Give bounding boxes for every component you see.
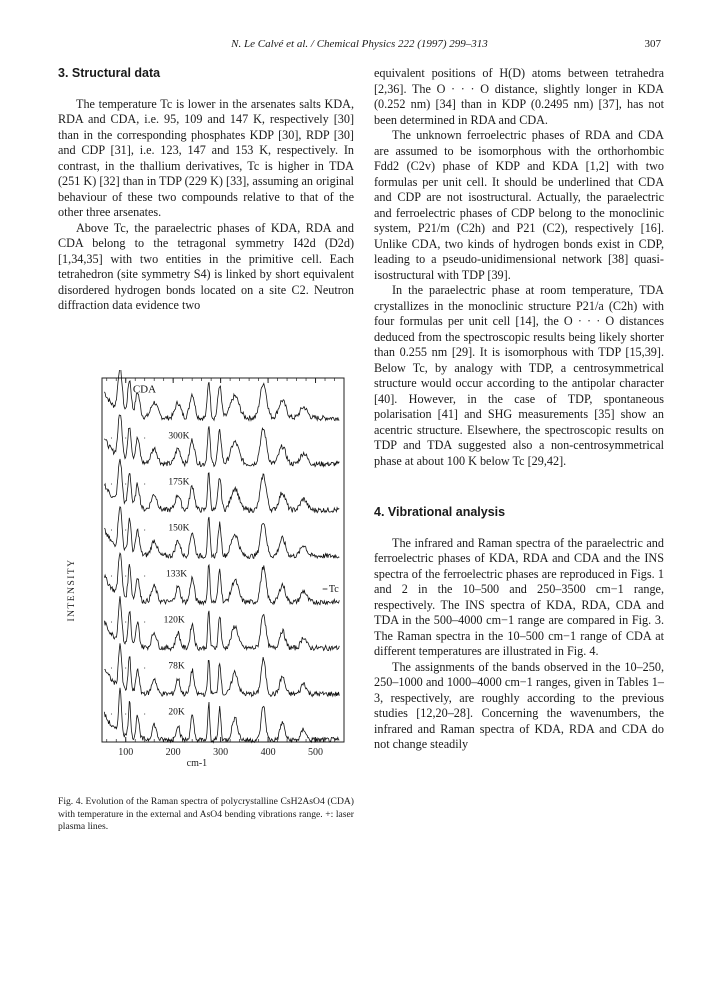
spectrum-line bbox=[104, 596, 339, 650]
spectrum-line bbox=[104, 643, 339, 696]
paragraph: The infrared and Raman spectra of the paraelectric and ferroelectric phases of KDA, RDA and CDA and the INS spectra of the ferroelectric phases are reproduced in Figs. 1 and 2 in the 10–500 and 250–3500 cm−1 range, respectively. The INS spectra of KDA, RDA, CDA and TDA in the 500–4000 cm−1 range are compared in Fig. 3. The Raman spectra in the 10–500 cm−1 range of CDA at different temperatures are illustrated in Fig. 4. bbox=[374, 535, 664, 658]
page-number: 307 bbox=[644, 38, 661, 50]
series-label: 300K bbox=[168, 431, 190, 442]
plasma-line-marker: · bbox=[124, 710, 128, 719]
plasma-line-marker: · bbox=[124, 434, 128, 443]
x-tick-label: 100 bbox=[118, 747, 134, 758]
raman-spectra-chart bbox=[62, 370, 352, 770]
plasma-line-marker: · bbox=[143, 664, 147, 673]
plasma-line-marker: · bbox=[143, 480, 147, 489]
plasma-line-marker: · bbox=[124, 664, 128, 673]
x-axis-label: cm-1 bbox=[186, 758, 208, 769]
plasma-line-marker: · bbox=[110, 572, 113, 581]
plasma-line-marker: · bbox=[143, 526, 147, 535]
x-tick-label: 400 bbox=[260, 747, 276, 758]
series-label: 120K bbox=[163, 615, 185, 626]
spectrum-line bbox=[104, 688, 339, 743]
plasma-line-marker: · bbox=[110, 526, 113, 535]
series-label: 175K bbox=[168, 477, 190, 488]
paragraph: equivalent positions of H(D) atoms between tetrahedra [2,36]. The O · · · O distance, slightly longer in KDA (0.252 nm) [34] than in KDP (0.2495 nm) [37], has not been determined in RDA and CDA. bbox=[374, 66, 664, 127]
spectrum-line bbox=[104, 415, 339, 467]
right-column bbox=[374, 66, 664, 753]
figure-caption: Fig. 4. Evolution of the Raman spectra of polycrystalline CsH2AsO4 (CDA) with temperature in the external and AsO4 bending vibrations range. +: laser plasma lines. bbox=[58, 796, 354, 832]
plasma-line-marker: · bbox=[143, 572, 147, 581]
paragraph: The unknown ferroelectric phases of RDA and CDA are assumed to be isomorphous with the orthorhombic Fdd2 (C2v) phase of KDP and KDA [1,2] with two formulas per unit cell. It should be underlined that CDA and CDP are not isostructural. Actually, the paraelectric and ferroelectric phases of CDP belong to the monoclinic system, P21/m (C2h) and P21 (C2), respectively [16]. Unlike CDA, two kinds of hydrogen bonds exist in CDP, leading to a pseudo-unidimensional network [38] quasi-isostructural with TDP [39]. bbox=[374, 128, 664, 282]
series-label: 78K bbox=[168, 661, 185, 672]
plasma-line-marker: · bbox=[143, 434, 147, 443]
series-label: CDA bbox=[132, 383, 157, 396]
plasma-line-marker: · bbox=[124, 526, 128, 535]
x-tick-label: 300 bbox=[213, 747, 229, 758]
plasma-line-marker: · bbox=[110, 710, 113, 719]
plasma-line-marker: · bbox=[124, 618, 128, 627]
y-axis-label: INTENSITY bbox=[67, 558, 77, 622]
plasma-line-marker: · bbox=[124, 572, 128, 581]
page-header bbox=[58, 38, 661, 54]
x-tick-label: 500 bbox=[308, 747, 324, 758]
section-4-title: 4. Vibrational analysis bbox=[374, 505, 506, 519]
spectrum-line bbox=[104, 507, 339, 559]
series-label: 150K bbox=[168, 523, 190, 534]
figure-4 bbox=[62, 370, 352, 770]
plasma-line-marker: · bbox=[110, 480, 113, 489]
plasma-line-marker: · bbox=[110, 434, 113, 443]
spectrum-line bbox=[104, 553, 339, 604]
paragraph: Above Tc, the paraelectric phases of KDA, RDA and CDA belong to the tetragonal symmetry I42d (D2d) [1,34,35] with two entities in the primitive cell. Each tetrahedron (site symmetry S4) is linked by short equivalent disordered hydrogen bonds located on a site C2. Neutron diffraction data evidence two bbox=[58, 220, 354, 312]
series-label: 133K bbox=[166, 569, 188, 580]
tc-annotation: Tc bbox=[328, 584, 339, 595]
plasma-line-marker: · bbox=[143, 618, 147, 627]
paragraph: The temperature Tc is lower in the arsenates salts KDA, RDA and CDA, i.e. 95, 109 and 147 K, respectively [30] than in the corresponding phosphates KDP [30], RDP [30] and CDP [31], i.e. 123, 147 and 153 K, respectively. In contrast, in the thallium derivatives, Tc is higher in TDA (251 K) [32] than in TDP (229 K) [33], assuming an original behaviour of these two compounds relative to that of the other three arsenates. bbox=[58, 96, 354, 219]
plasma-line-marker: · bbox=[110, 664, 113, 673]
running-title: N. Le Calvé et al. / Chemical Physics 222 (1997) 299–313 bbox=[231, 38, 488, 50]
paragraph: The assignments of the bands observed in the 10–250, 250–1000 and 1000–4000 cm−1 ranges, given in Tables 1–3, respectively, are roughly according to the previous studies [12,20–28]. Concerning the wavenumbers, the infrared and Raman spectra of KDA, RDA and CDA do not change steadily bbox=[374, 659, 664, 751]
series-label: 20K bbox=[168, 707, 185, 718]
paragraph: In the paraelectric phase at room temperature, TDA crystallizes in the monoclinic structure P21/a (C2h) with four formulas per unit cell [14], the O · · · O distances deduced from the spectroscopic results being likely shorter than 0.255 nm [29]. It is isomorphous with TDP [15,39]. Below Tc, by analogy with TDP, a centrosymmetrical structure would occur according to the antipolar character [40]. However, in the case of TDP, spontaneous polarisation [41] and SHG measurements [35] show an acentric structure. Elsewhere, the spectroscopic results on TDP and TDA suggested also a non-centrosymmetrical phase at about 100 K below Tc [29,42]. bbox=[374, 283, 664, 468]
plasma-line-marker: · bbox=[124, 480, 128, 489]
plasma-line-marker: · bbox=[143, 710, 147, 719]
plasma-line-marker: · bbox=[110, 618, 113, 627]
section-3-title: 3. Structural data bbox=[58, 66, 161, 80]
plot-frame bbox=[102, 378, 344, 742]
spectrum-line bbox=[104, 459, 339, 513]
left-column bbox=[58, 66, 354, 314]
x-tick-label: 200 bbox=[165, 747, 181, 758]
